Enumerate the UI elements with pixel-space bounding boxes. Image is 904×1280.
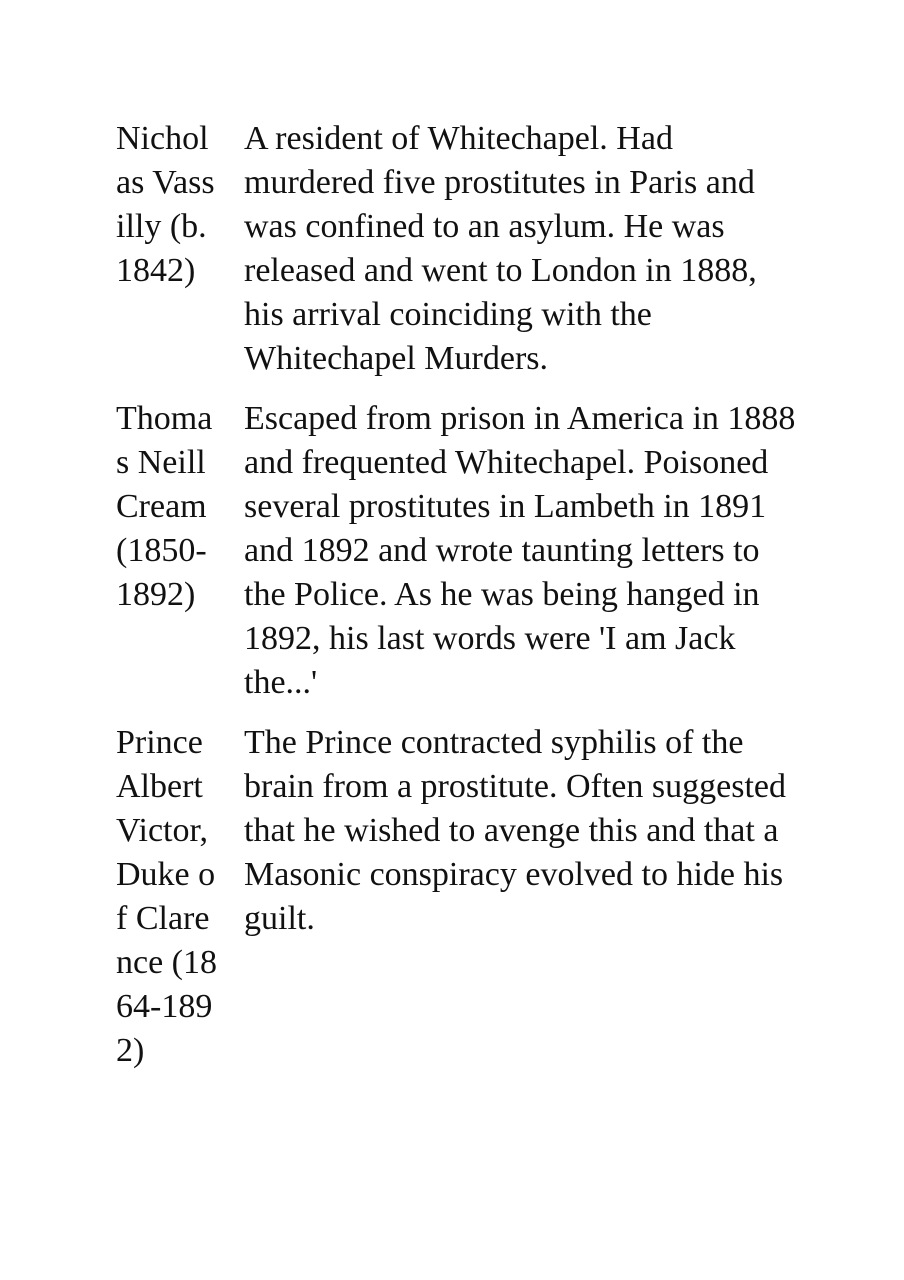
- suspect-description: Escaped from prison in America in 1888 and frequented Whitechapel. Poisoned several prostitutes in Lambeth in 1891 and 1892 and wrote taunting letters to the Police. As he was being hanged in 1892, his last words were 'I am Jack the...': [244, 400, 796, 701]
- suspects-table: [116, 117, 796, 1089]
- suspect-name: Thomas Neill Cream (1850-1892): [116, 400, 213, 613]
- suspect-description: A resident of Whitechapel. Had murdered five prostitutes in Paris and was confined to an asylum. He was released and went to London in 1888, his arrival coinciding with the Whitechapel Murders.: [244, 120, 757, 377]
- suspect-name: Nicholas Vassilly (b. 1842): [116, 120, 215, 289]
- table-row: [116, 117, 796, 381]
- table-row: [116, 721, 796, 1073]
- suspect-name: Prince Albert Victor, Duke of Clarence (1864-1892): [116, 724, 218, 1069]
- table-row: [116, 397, 796, 705]
- suspect-description: The Prince contracted syphilis of the brain from a prostitute. Often suggested that he wished to avenge this and that a Masonic conspiracy evolved to hide his guilt.: [244, 724, 786, 937]
